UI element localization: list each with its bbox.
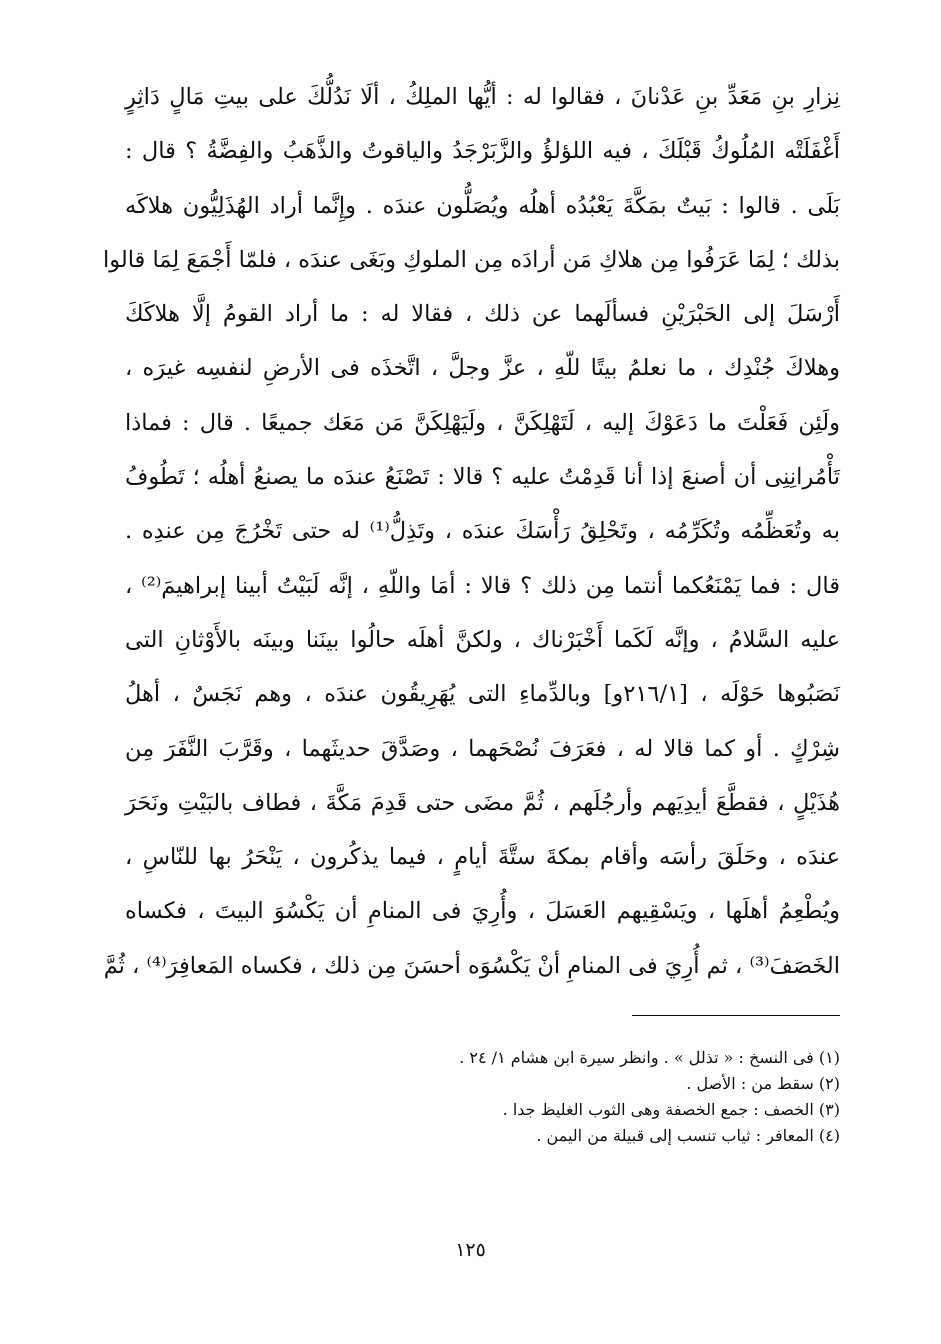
footnote-2: (٢) سقط من : الأصل . (686, 1074, 840, 1093)
footnote-3: (٣) الخصف : جمع الخصفة وهى الثوب الغليظ جدا . (502, 1100, 840, 1119)
text-line: ويُطْعِمُ أهلَها ، ويَسْقِيهم العَسَلَ ، وأُرِيَ فى المنامِ أن يَكْسُوَ البيتَ ، فكساه (125, 898, 840, 925)
footnote-1: (١) فى النسخ : « تذلل » . وانظر سيرة ابن هشام ١/ ٢٤ . (459, 1048, 840, 1067)
text-line: عندَه ، وحَلَقَ رأسَه وأقام بمكةَ ستَّةَ أيامٍ ، فيما يذكُرون ، يَنْحَرُ بها للنّاسِ ، (125, 844, 840, 871)
footnote-separator (632, 1015, 840, 1016)
text-line: هُذَيْلٍ ، فقطَّعَ أيدِيَهم وأرجُلَهم ، ثُمَّ مضَى حتى قَدِمَ مَكَّةَ ، فطاف بالبَيْتِ ونَحَرَ (125, 789, 840, 816)
text-line: أَرْسَلَ إلى الحَبْرَيْنِ فسألَهما عن ذلك ، فقالا له : ما أراد القومُ إلَّا هلاكَكَ (125, 301, 840, 328)
text-line: شِرْكٍ . أو كما قالا له ، فعَرَفَ نُصْحَهما ، وصَدَّقَ حديثَهما ، وقَرَّبَ النَّفَرَ مِن (125, 735, 840, 762)
text-line: قال : فما يَمْنَعُكما أنتما مِن ذلك ؟ قالا : أمَا واللّهِ ، إنَّه لَبَيْتُ أبينا إبراهيمَ⁽²⁾ ، (125, 572, 840, 599)
text-line: أَغْفَلَتْه المُلُوكُ قَبْلَكَ ، فيه اللؤلؤُ والزَّبَرْجَدُ والياقوتُ والذَّهَبُ والفِضَّةُ ؟ قال : (125, 138, 840, 165)
text-line: ولَئِن فَعَلْتَ ما دَعَوْكَ إليه ، لَتَهْلِكَنَّ ، ولَيَهْلِكَنَّ مَن مَعَك جميعًا . قال : فماذا (125, 409, 840, 436)
page-number: ١٢٥ (455, 1239, 486, 1261)
text-line: وهلاكَ جُنْدِك ، ما نعلمُ بيتًا للّهِ ، عزَّ وجلَّ ، اتَّخذَه فى الأرضِ لنفسِه غيرَه ، (125, 355, 840, 382)
text-line: عليه السَّلامُ ، وإنَّه لَكَما أَخْبَرْناك ، ولكنَّ أهلَه حالُوا بينَنا وبينَه بالأَوْثانِ التى (125, 626, 840, 653)
text-line: تَأْمُرانِنِى أن أصنعَ إذا أنا قَدِمْتُ عليه ؟ قالا : تَصْنَعُ عندَه ما يصنعُ أهلُه ؛ تَطُوفُ (125, 464, 840, 491)
text-line: نَصَبُوها حَوْلَه ، [٢١٦/١و] وبالدِّماءِ التى يُهَرِيقُون عندَه ، وهم نَجَسٌ ، أهلُ (125, 681, 841, 708)
text-line: بذلك ؛ لِمَا عَرَفُوا مِن هلاكِ مَن أرادَه مِن الملوكِ وبَغَى عندَه ، فلمّا أَجْمَعَ لِمَا قالوا (102, 246, 840, 273)
footnotes (125, 1045, 840, 1149)
text-line: نِزارِ بنِ مَعَدِّ بنِ عَدْنانَ ، فقالوا له : أيُّها الملِكُ ، ألَا نَدُلُّكَ على بيتِ مَالٍ دَاثِرٍ (125, 84, 840, 110)
text-line: الخَصَفَ⁽³⁾ ، ثم أُرِيَ فى المنامِ أنْ يَكْسُوَه أحسَنَ مِن ذلك ، فكساه المَعافِرَ⁽⁴⁾ ، ثُمَّ (103, 952, 840, 979)
main-text (102, 70, 841, 993)
footnote-4: (٤) المعافر : ثياب تنسب إلى قبيلة من اليمن . (536, 1126, 840, 1145)
text-line: بَلَى . قالوا : بَيتٌ بمَكَّةَ يَعْبُدُه أهلُه ويُصَلُّون عندَه . وإِنَّما أراد الهُذَلِيُّون هلاكَه (125, 192, 840, 219)
text-line: به وتُعَظِّمُه وتُكَرِّمُه ، وتَحْلِقُ رَأْسَكَ عندَه ، وتَذِلُّ⁽¹⁾ له حتى تَخْرُجَ مِن عندِه . (125, 518, 840, 545)
